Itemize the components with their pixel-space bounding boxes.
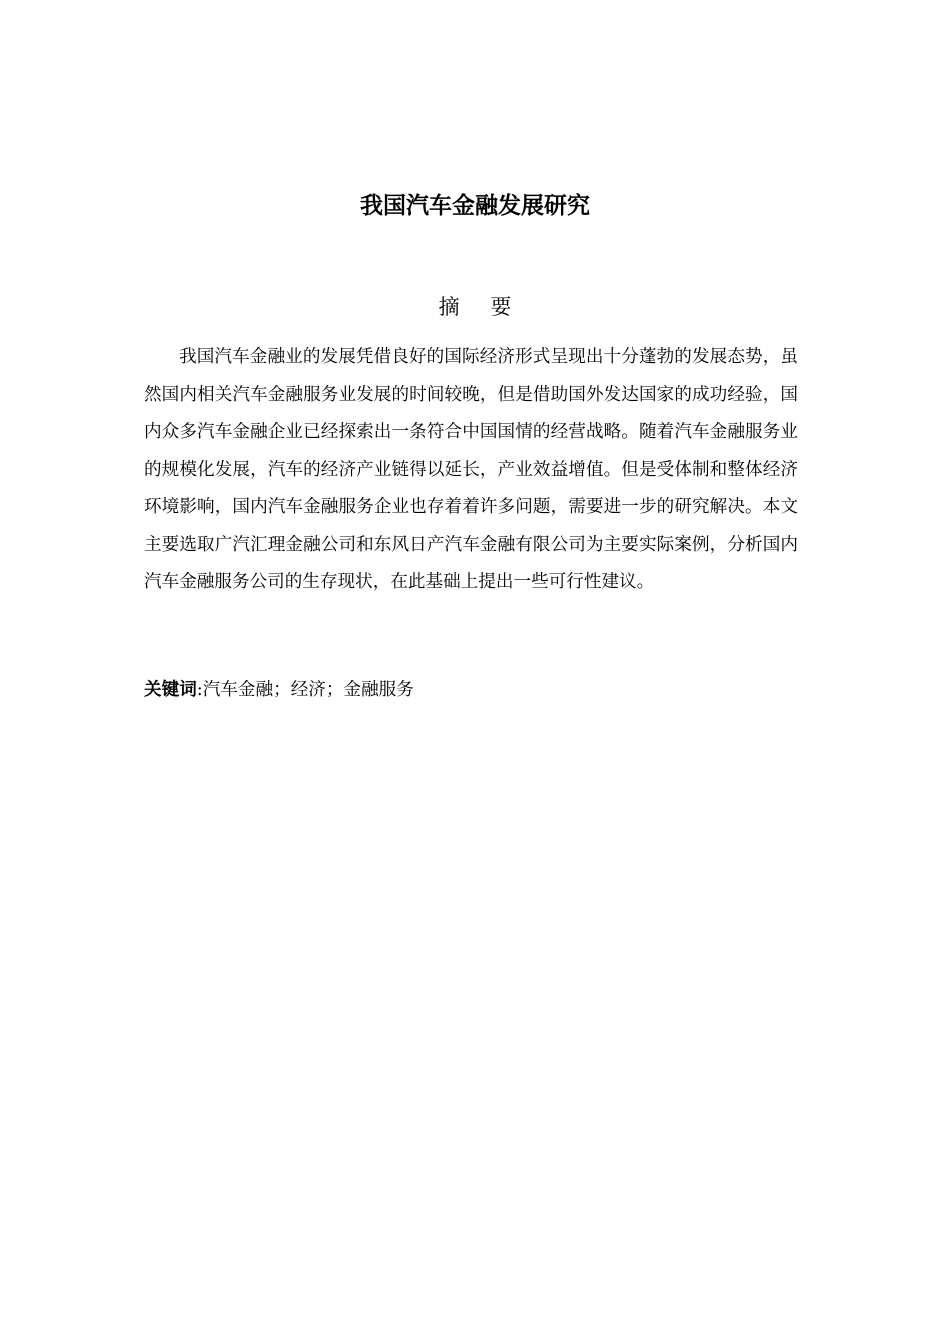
keywords-text: 汽车金融；经济；金融服务 — [202, 680, 414, 700]
abstract-body: 我国汽车金融业的发展凭借良好的国际经济形式呈现出十分蓬勃的发展态势，虽然国内相关汽车金融服务业发展的时间较晚，但是借助国外发达国家的成功经验，国内众多汽车金融企业已经探索出一条符合中国国情的经营战略。随着汽车金融服务业的规模化发展，汽车的经济产业链得以延长，产业效益增值。但是受体制和整体经济环境影响，国内汽车金融服务企业也存着着许多问题，需要进一步的研究解决。本文主要选取广汽汇理金融公司和东风日产汽车金融有限公司为主要实际案例，分析国内汽车金融服务公司的生存现状，在此基础上提出一些可行性建议。 — [144, 347, 798, 592]
keywords-label: 关键词 — [144, 680, 197, 700]
keywords-line — [144, 675, 798, 705]
abstract-heading: 摘 要 — [438, 295, 524, 319]
document-title: 我国汽车金融发展研究 — [360, 193, 590, 219]
keywords-separator: : — [196, 680, 203, 700]
